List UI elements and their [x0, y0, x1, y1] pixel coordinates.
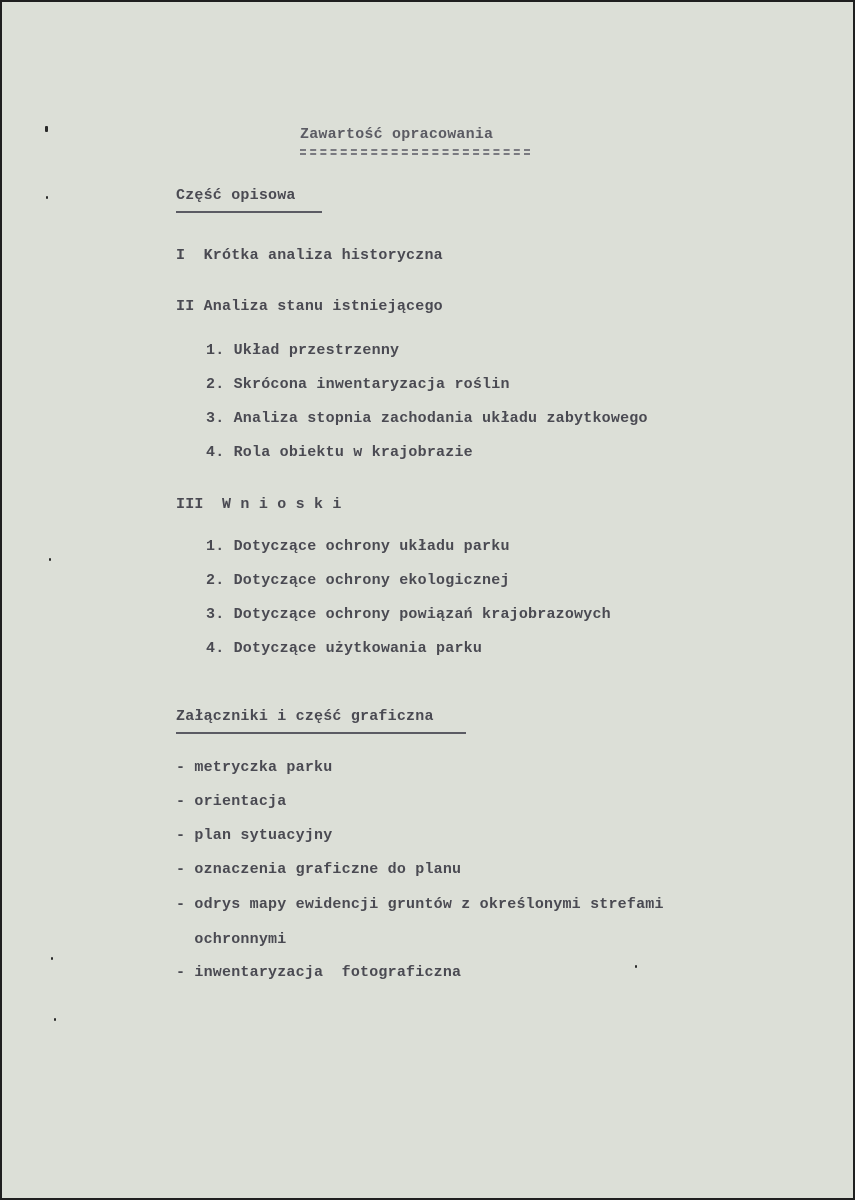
- descriptive-heading-underline: [176, 211, 322, 213]
- appendix-item: - inwentaryzacja fotograficzna: [176, 964, 462, 981]
- paper-speck: [54, 1018, 56, 1021]
- section-2-heading: II Analiza stanu istniejącego: [176, 298, 443, 315]
- appendix-item: - metryczka parku: [176, 759, 333, 776]
- section-3-item: 3. Dotyczące ochrony powiązań krajobrazowych: [206, 606, 611, 623]
- section-3-item: 1. Dotyczące ochrony układu parku: [206, 538, 510, 555]
- appendices-heading: Załączniki i część graficzna: [176, 708, 434, 725]
- appendix-item: - oznaczenia graficzne do planu: [176, 861, 462, 878]
- paper-speck: [45, 126, 48, 132]
- section-2-item: 3. Analiza stopnia zachodania układu zabytkowego: [206, 410, 648, 427]
- section-1-heading: I Krótka analiza historyczna: [176, 247, 443, 264]
- appendices-heading-underline: [176, 732, 466, 734]
- appendix-item: - odrys mapy ewidencji gruntów z określonymi strefami: [176, 896, 664, 913]
- descriptive-part-heading: Część opisowa: [176, 187, 296, 204]
- document-title: Zawartość opracowania: [300, 126, 494, 143]
- paper-speck: [49, 558, 51, 561]
- section-2-item: 2. Skrócona inwentaryzacja roślin: [206, 376, 510, 393]
- appendix-item-continuation: ochronnymi: [176, 931, 287, 948]
- section-2-item: 4. Rola obiektu w krajobrazie: [206, 444, 473, 461]
- appendix-item: - orientacja: [176, 793, 287, 810]
- title-double-underline: [300, 149, 530, 155]
- section-3-heading: III W n i o s k i: [176, 496, 342, 513]
- section-3-item: 4. Dotyczące użytkowania parku: [206, 640, 483, 657]
- paper-speck: [635, 965, 637, 968]
- section-2-item: 1. Układ przestrzenny: [206, 342, 400, 359]
- paper-speck: [46, 196, 48, 199]
- paper-speck: [51, 957, 53, 960]
- appendix-item: - plan sytuacyjny: [176, 827, 333, 844]
- section-3-item: 2. Dotyczące ochrony ekologicznej: [206, 572, 510, 589]
